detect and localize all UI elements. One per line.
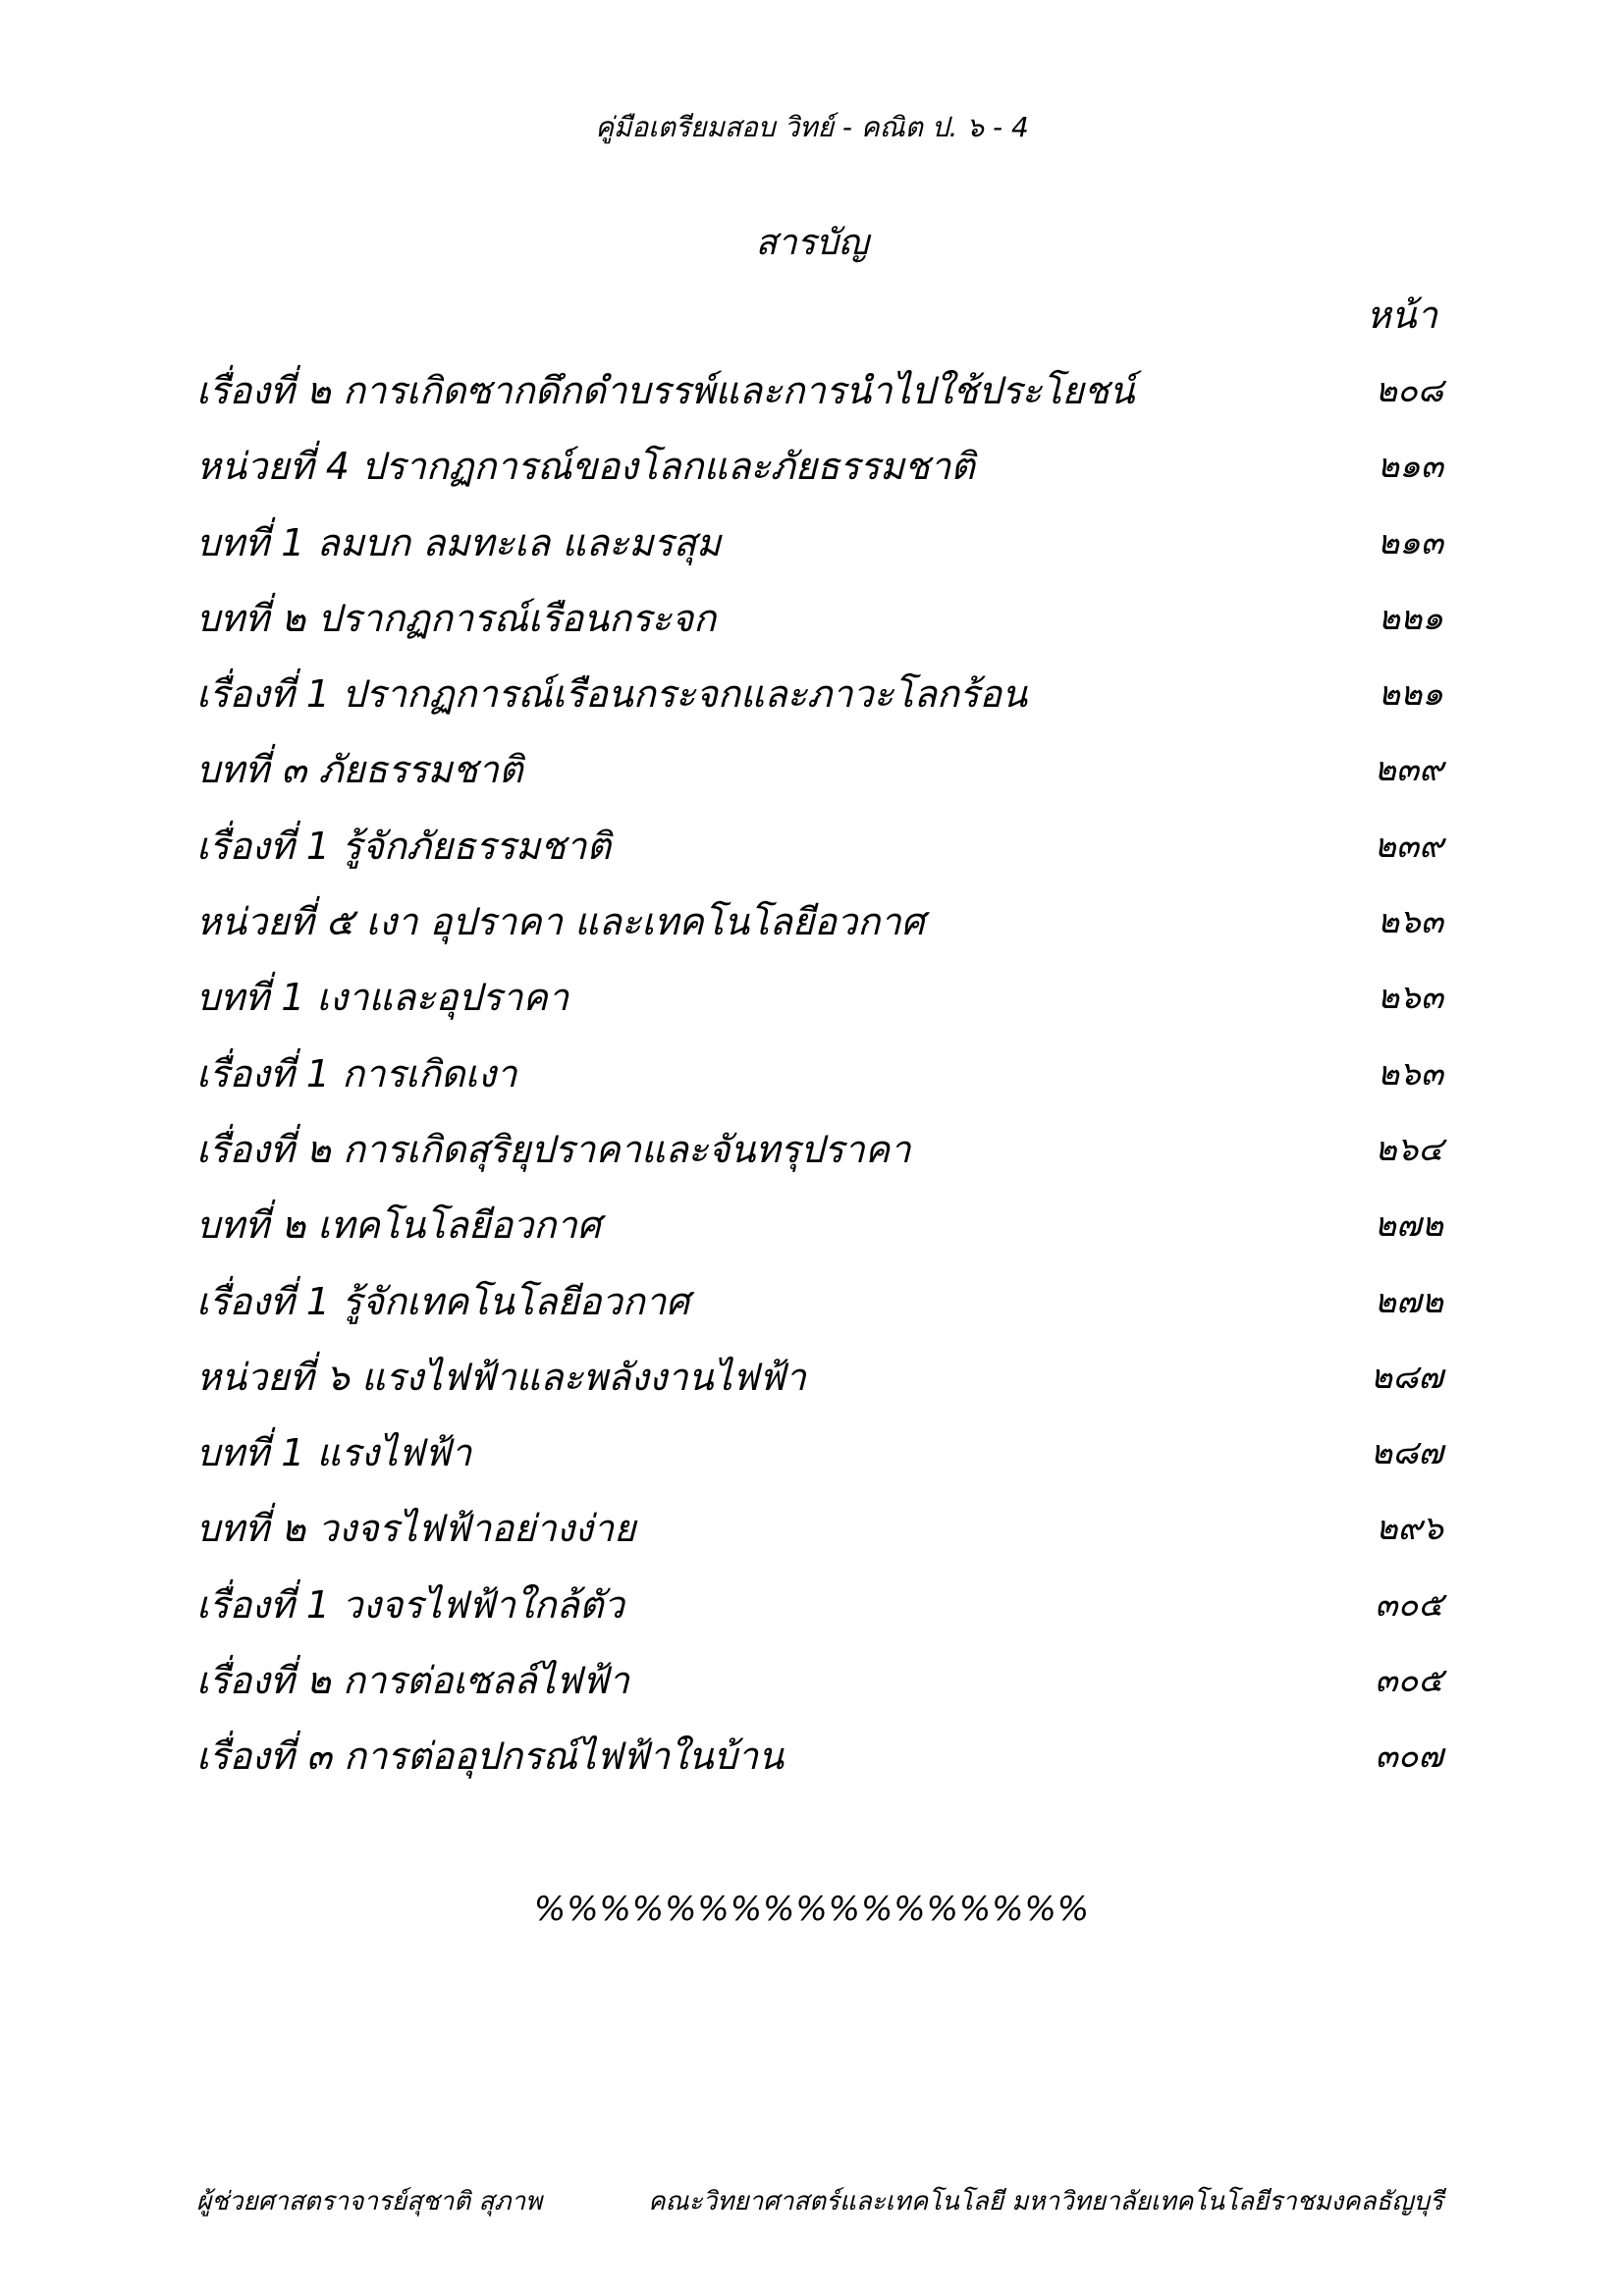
footer-institution: คณะวิทยาศาสตร์และเทคโนโลยี มหาวิทยาลัยเทคโนโลยีราชมงคลธัญบุรี: [648, 2187, 1443, 2216]
section-divider-mark: %%%%%%%%%%%%%%%%%: [533, 1890, 1091, 1929]
toc-entry-title: หน่วยที่ 4 ปรากฏการณ์ของโลกและภัยธรรมชาติ: [196, 445, 975, 489]
toc-entry-page: ๒๘๗: [1370, 1357, 1443, 1397]
toc-entry-title: เรื่องที่ ๒ การเกิดซากดึกดำบรรพ์และการนำไปใช้ประโยชน์: [196, 369, 1135, 412]
toc-entry-page: ๒๑๓: [1377, 447, 1443, 487]
toc-entry-page: ๒๓๙: [1374, 826, 1443, 866]
toc-entry: [196, 589, 1443, 665]
toc-list: [196, 361, 1443, 1803]
toc-entry-title: เรื่องที่ ๓ การต่ออุปกรณ์ไฟฟ้าในบ้าน: [196, 1735, 785, 1779]
toc-entry: [196, 361, 1443, 437]
toc-entry-page: ๒๒๑: [1378, 674, 1443, 715]
toc-entry-page: ๒๖๓: [1377, 978, 1443, 1018]
toc-entry-page: ๒๖๓: [1377, 1053, 1443, 1094]
toc-entry: [196, 1044, 1443, 1120]
toc-entry-page: ๒๒๑: [1378, 598, 1443, 638]
toc-entry-page: ๒๐๘: [1375, 371, 1443, 410]
toc-entry-page: ๒๖๔: [1375, 1129, 1443, 1169]
toc-entry: [196, 1120, 1443, 1196]
toc-entry-title: บทที่ 1 ลมบก ลมทะเล และมรสุม: [196, 520, 722, 564]
toc-entry: [196, 1272, 1443, 1348]
toc-entry-page: ๒๑๓: [1377, 522, 1443, 562]
toc-entry-title: เรื่องที่ 1 รู้จักภัยธรรมชาติ: [196, 824, 612, 868]
footer-author: ผู้ช่วยศาสตราจารย์สุชาติ สุภาพ: [196, 2187, 543, 2216]
toc-entry-page: ๒๙๖: [1376, 1509, 1443, 1549]
toc-entry: [196, 892, 1443, 968]
toc-entry-page: ๓๐๕: [1375, 1584, 1443, 1625]
toc-entry-title: บทที่ ๓ ภัยธรรมชาติ: [196, 748, 523, 792]
page-column-label: หน้า: [1366, 294, 1437, 337]
toc-entry-title: บทที่ ๒ เทคโนโลยีอวกาศ: [196, 1203, 601, 1248]
toc-entry-title: บทที่ ๒ วงจรไฟฟ้าอย่างง่าย: [196, 1507, 636, 1551]
toc-entry-title: บทที่ 1 แรงไฟฟ้า: [196, 1431, 472, 1475]
toc-entry-page: ๒๓๙: [1374, 750, 1443, 790]
toc-entry-title: เรื่องที่ 1 รู้จักเทคโนโลยีอวกาศ: [196, 1279, 690, 1323]
toc-entry: [196, 1727, 1443, 1802]
toc-entry-title: เรื่องที่ 1 การเกิดเงา: [196, 1051, 517, 1095]
toc-entry: [196, 1651, 1443, 1727]
toc-entry-title: หน่วยที่ ๖ แรงไฟฟ้าและพลังงานไฟฟ้า: [196, 1355, 806, 1399]
toc-entry: [196, 1348, 1443, 1423]
toc-entry: [196, 437, 1443, 512]
toc-entry-title: เรื่องที่ ๒ การเกิดสุริยุปราคาและจันทรุปราคา: [196, 1127, 911, 1171]
toc-entry: [196, 513, 1443, 589]
toc-entry-title: เรื่องที่ ๒ การต่อเซลล์ไฟฟ้า: [196, 1659, 629, 1703]
toc-entry-page: ๒๗๒: [1374, 1205, 1443, 1246]
toc-entry: [196, 1499, 1443, 1575]
toc-entry: [196, 740, 1443, 816]
toc-entry-title: เรื่องที่ 1 ปรากฏการณ์เรือนกระจกและภาวะโลกร้อน: [196, 672, 1028, 717]
toc-entry: [196, 817, 1443, 892]
toc-entry-page: ๓๐๗: [1375, 1736, 1443, 1777]
toc-entry-page: ๒๘๗: [1370, 1433, 1443, 1473]
page-header: คู่มือเตรียมสอบ วิทย์ - คณิต ป. ๖ - 4: [595, 111, 1029, 143]
toc-entry: [196, 968, 1443, 1043]
toc-entry: [196, 1196, 1443, 1271]
toc-entry-title: บทที่ ๒ ปรากฏการณ์เรือนกระจก: [196, 596, 717, 640]
toc-entry-page: ๒๖๓: [1377, 902, 1443, 942]
toc-title: สารบัญ: [755, 223, 869, 263]
toc-entry-title: บทที่ 1 เงาและอุปราคา: [196, 976, 569, 1020]
toc-entry: [196, 1575, 1443, 1651]
toc-entry-title: หน่วยที่ ๕ เงา อุปราคา และเทคโนโลยีอวกาศ: [196, 900, 925, 944]
toc-entry: [196, 1423, 1443, 1499]
toc-entry-page: ๒๗๒: [1374, 1281, 1443, 1321]
toc-entry-title: เรื่องที่ 1 วงจรไฟฟ้าใกล้ตัว: [196, 1582, 624, 1627]
toc-entry-page: ๓๐๕: [1375, 1661, 1443, 1701]
toc-entry: [196, 665, 1443, 740]
